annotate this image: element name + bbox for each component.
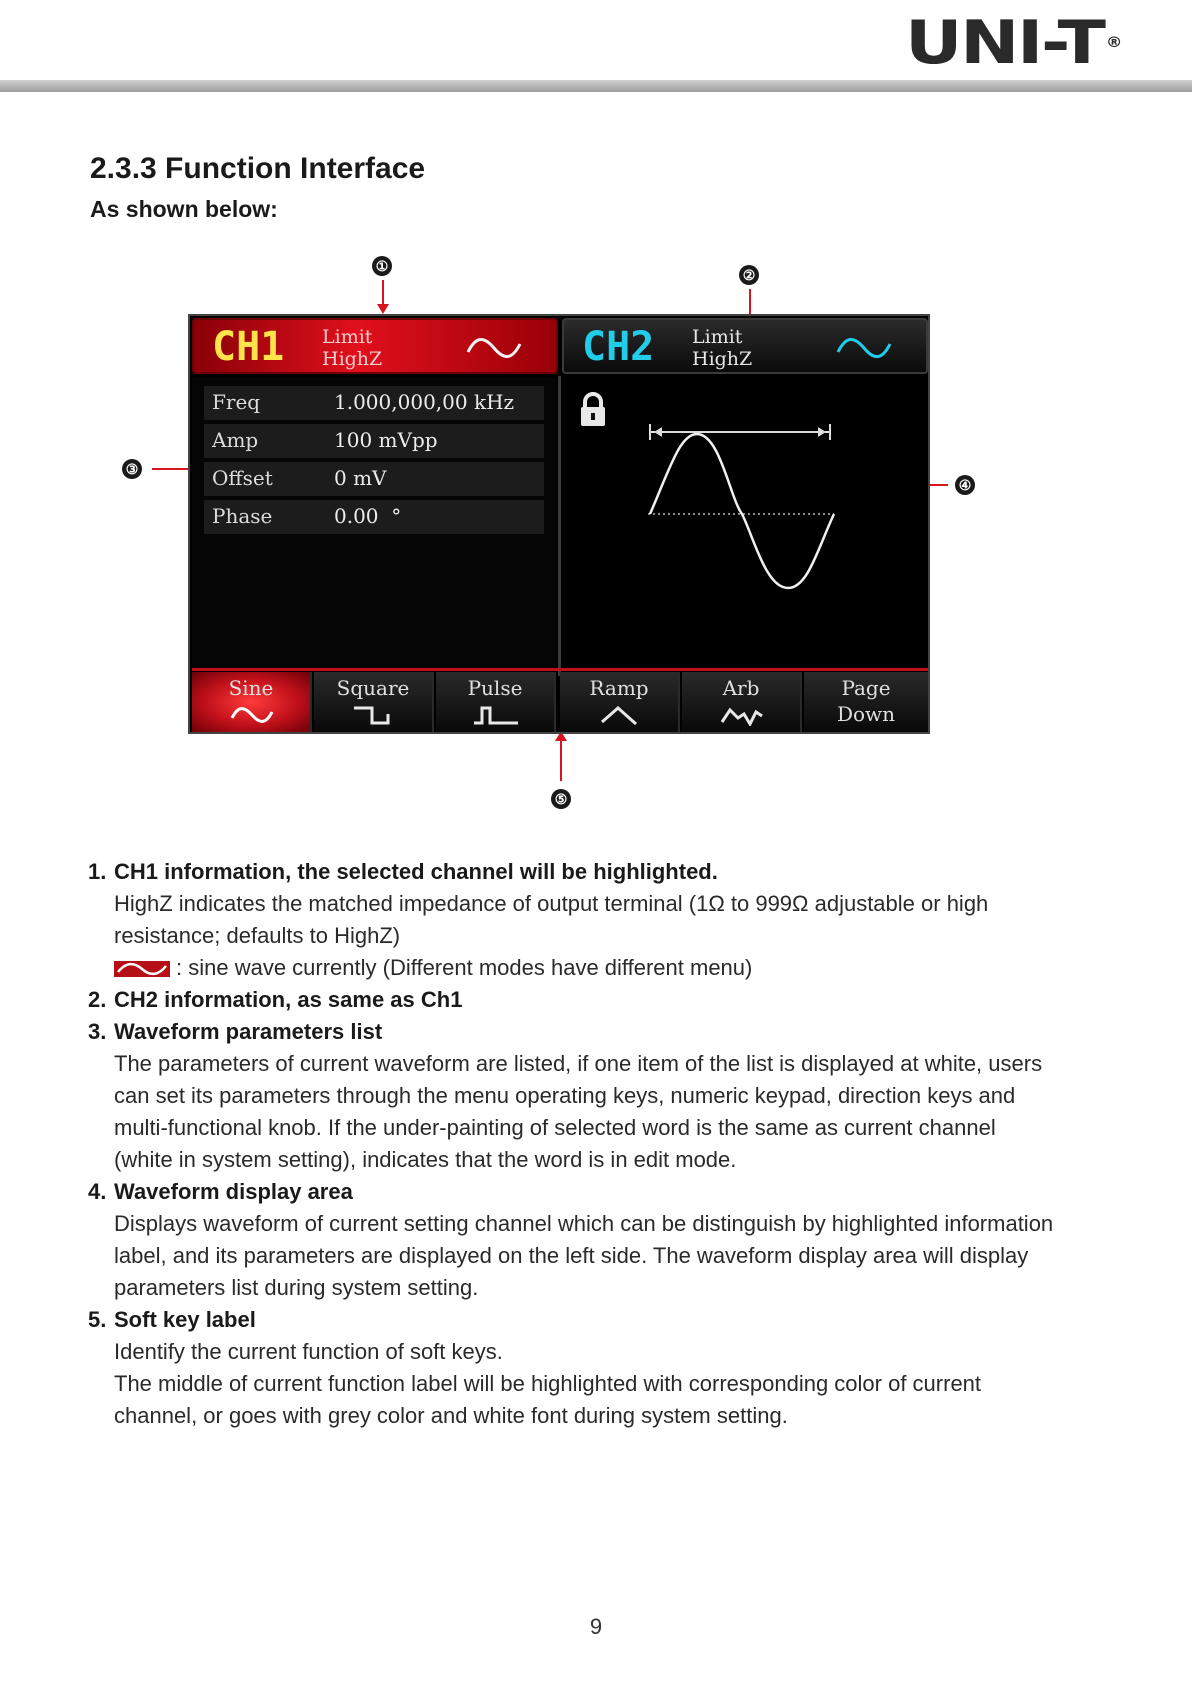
softkey-label: Sine bbox=[228, 676, 274, 700]
header-rule bbox=[0, 80, 1192, 92]
item-1-line-2: resistance; defaults to HighZ) bbox=[114, 923, 401, 948]
param-name: Phase bbox=[212, 504, 273, 528]
param-row-amp[interactable] bbox=[204, 424, 544, 458]
item-3-line-3: multi-functional knob. If the under-painting of selected word is the same as current channel bbox=[114, 1115, 996, 1140]
item-heading: Soft key label bbox=[114, 1307, 256, 1332]
softkey-square[interactable] bbox=[314, 672, 434, 732]
item-3-line-4: (white in system setting), indicates that the word is in edit mode. bbox=[114, 1147, 737, 1172]
item-5-line-1: Identify the current function of soft keys. bbox=[114, 1339, 503, 1364]
softkey-separator bbox=[192, 668, 928, 671]
softkey-ramp[interactable] bbox=[560, 672, 680, 732]
sine-icon bbox=[230, 704, 274, 726]
page-number: 9 bbox=[589, 1614, 603, 1639]
callout-1: ① bbox=[372, 256, 392, 276]
param-value: 100 mVpp bbox=[334, 428, 438, 452]
item-heading: CH2 information, as same as Ch1 bbox=[114, 987, 463, 1012]
item-5-line-2: The middle of current function label will be highlighted with corresponding color of current bbox=[114, 1371, 982, 1396]
callout-1-arrow bbox=[382, 280, 384, 304]
pulse-icon bbox=[474, 704, 518, 726]
waveform-display-area bbox=[562, 378, 928, 668]
softkey-label: Page bbox=[841, 676, 891, 700]
section-title: 2.3.3 Function Interface bbox=[90, 152, 426, 185]
param-value: 1.000,000,00 kHz bbox=[334, 390, 515, 414]
softkey-label: Ramp bbox=[589, 676, 649, 700]
param-name: Freq bbox=[212, 390, 261, 414]
callout-5-arrow bbox=[560, 741, 562, 781]
ch2-label: CH2 bbox=[582, 324, 655, 370]
param-value: 0.00 ° bbox=[334, 504, 402, 528]
waveform-parameters-list bbox=[192, 378, 556, 668]
softkey-pulse[interactable] bbox=[436, 672, 556, 732]
param-value: 0 mV bbox=[334, 466, 387, 490]
generator-screen bbox=[188, 314, 930, 734]
brand-logo: UNI-T ® bbox=[905, 8, 1123, 78]
item-1-line-3: : sine wave currently (Different modes have different menu) bbox=[114, 952, 1124, 984]
param-row-freq[interactable] bbox=[204, 386, 544, 420]
item-4-line-3: parameters list during system setting. bbox=[114, 1275, 479, 1300]
panel-divider bbox=[558, 376, 561, 676]
ramp-icon bbox=[598, 704, 642, 726]
item-5-line-3: channel, or goes with grey color and white font during system setting. bbox=[114, 1403, 788, 1428]
callout-4: ④ bbox=[955, 475, 975, 495]
soft-key-bar bbox=[192, 672, 928, 732]
softkey-label-line2: Down bbox=[836, 702, 896, 726]
callout-3: ③ bbox=[122, 459, 142, 479]
softkey-page-down[interactable] bbox=[804, 672, 928, 732]
softkey-arb[interactable] bbox=[682, 672, 802, 732]
item-3-line-1: The parameters of current waveform are listed, if one item of the list is displayed at white, users bbox=[114, 1051, 1043, 1076]
callout-1-arrowhead bbox=[377, 304, 389, 314]
callout-5: ⑤ bbox=[551, 789, 571, 809]
softkey-label: Pulse bbox=[467, 676, 523, 700]
item-3-line-2: can set its parameters through the menu operating keys, numeric keypad, direction keys and bbox=[114, 1083, 1016, 1108]
param-row-phase[interactable] bbox=[204, 500, 544, 534]
item-4-line-2: label, and its parameters are displayed on the left side. The waveform display area will display bbox=[114, 1243, 1029, 1268]
ch1-limit-label: Limit HighZ bbox=[322, 326, 383, 370]
ch2-limit-label: Limit HighZ bbox=[692, 326, 753, 370]
softkey-label: Square bbox=[336, 676, 410, 700]
sine-waveform-preview bbox=[562, 378, 928, 668]
item-heading: Waveform parameters list bbox=[114, 1019, 383, 1044]
ch2-sine-icon bbox=[836, 334, 892, 362]
param-name: Amp bbox=[212, 428, 259, 452]
item-1-line-1: HighZ indicates the matched impedance of output terminal (1Ω to 999Ω adjustable or high bbox=[114, 891, 989, 916]
softkey-label: Arb bbox=[722, 676, 760, 700]
ch1-sine-icon bbox=[466, 334, 522, 362]
square-wave-icon bbox=[352, 704, 396, 726]
ch1-info-tab[interactable] bbox=[192, 318, 558, 374]
ch1-label: CH1 bbox=[212, 324, 285, 370]
section-subtitle: As shown below: bbox=[90, 196, 278, 222]
softkey-sine[interactable] bbox=[192, 672, 312, 732]
item-heading: Waveform display area bbox=[114, 1179, 353, 1204]
param-row-offset[interactable] bbox=[204, 462, 544, 496]
param-name: Offset bbox=[212, 466, 273, 490]
arb-wave-icon bbox=[720, 704, 764, 726]
sine-mode-icon bbox=[114, 961, 170, 977]
callout-2: ② bbox=[739, 265, 759, 285]
item-heading: CH1 information, the selected channel will be highlighted. bbox=[114, 859, 718, 884]
item-4-line-1: Displays waveform of current setting channel which can be distinguish by highlighted information bbox=[114, 1211, 1054, 1236]
ch2-info-tab[interactable] bbox=[562, 318, 928, 374]
